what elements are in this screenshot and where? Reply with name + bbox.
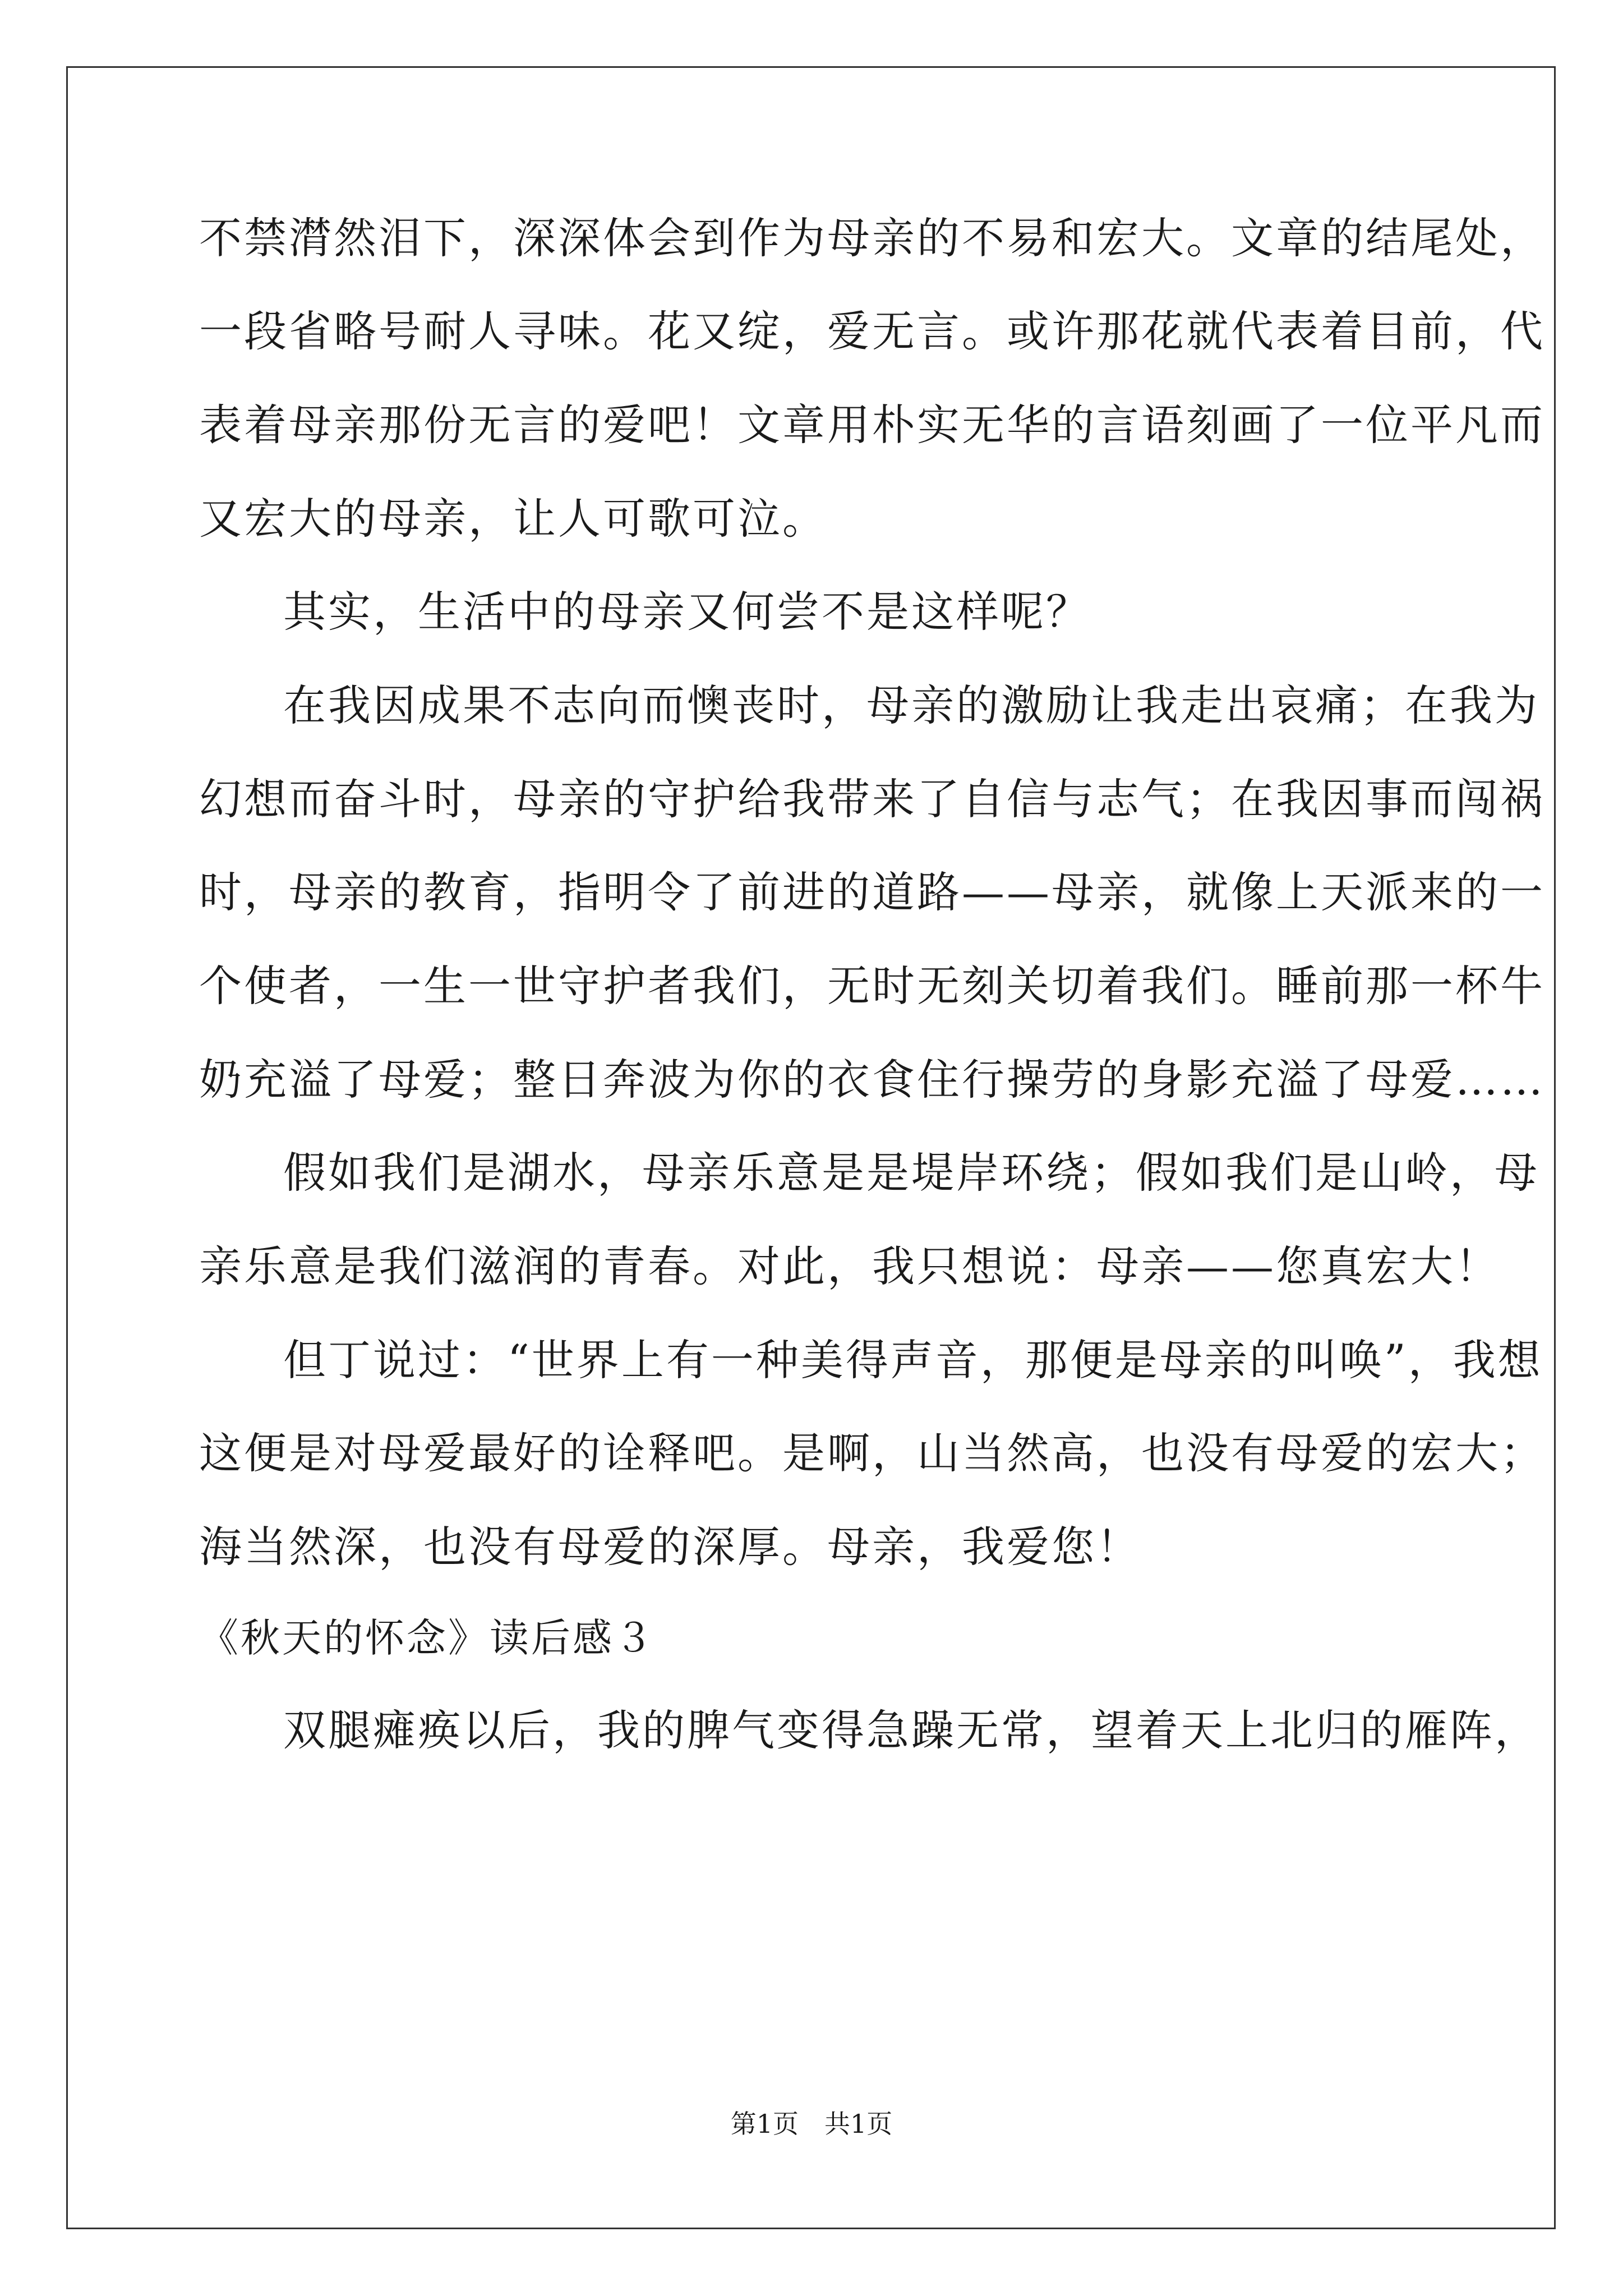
text-line-2: 一段省略号耐人寻味。花又绽，爱无言。或许那花就代表着目前，代 bbox=[199, 306, 1545, 356]
text-line-12: 亲乐意是我们滋润的青春。对此，我只想说：母亲——您真宏大！ bbox=[199, 1241, 1500, 1291]
text-line-4: 又宏大的母亲，让人可歌可泣。 bbox=[199, 494, 827, 544]
text-line-1: 不禁潸然泪下，深深体会到作为母亲的不易和宏大。文章的结尾处， bbox=[199, 213, 1545, 263]
paragraph-start-line: 在我因成果不志向而懊丧时，母亲的激励让我走出哀痛；在我为 bbox=[283, 680, 1539, 730]
text-line-9: 个使者，一生一世守护者我们，无时无刻关切着我们。睡前那一杯牛 bbox=[199, 961, 1545, 1011]
paragraph-start-line: 但丁说过：“世界上有一种美得声音，那便是母亲的叫唤”，我想 bbox=[283, 1335, 1543, 1385]
text-line-3: 表着母亲那份无言的爱吧！文章用朴实无华的言语刻画了一位平凡而 bbox=[199, 400, 1545, 450]
page-footer: 第1页 共1页 bbox=[730, 2109, 893, 2139]
paragraph-start-line: 假如我们是湖水，母亲乐意是是堤岸环绕；假如我们是山岭，母 bbox=[283, 1148, 1539, 1198]
paragraph-start-line: 双腿瘫痪以后，我的脾气变得急躁无常，望着天上北归的雁阵， bbox=[283, 1705, 1539, 1755]
text-line-10: 奶充溢了母爱；整日奔波为你的衣食住行操劳的身影充溢了母爱…… bbox=[199, 1055, 1545, 1105]
text-line-8: 时，母亲的教育，指明令了前进的道路——母亲，就像上天派来的一 bbox=[199, 867, 1545, 917]
section-heading: 《秋天的怀念》读后感３ bbox=[199, 1615, 656, 1661]
text-line-14: 这便是对母爱最好的诠释吧。是啊，山当然高，也没有母爱的宏大； bbox=[199, 1428, 1545, 1478]
paragraph-start-line: 其实，生活中的母亲又何尝不是这样呢？ bbox=[283, 587, 1091, 637]
text-line-7: 幻想而奋斗时，母亲的守护给我带来了自信与志气；在我因事而闯祸 bbox=[199, 774, 1545, 824]
text-line-15: 海当然深，也没有母爱的深厚。母亲，我爱您！ bbox=[199, 1522, 1141, 1572]
